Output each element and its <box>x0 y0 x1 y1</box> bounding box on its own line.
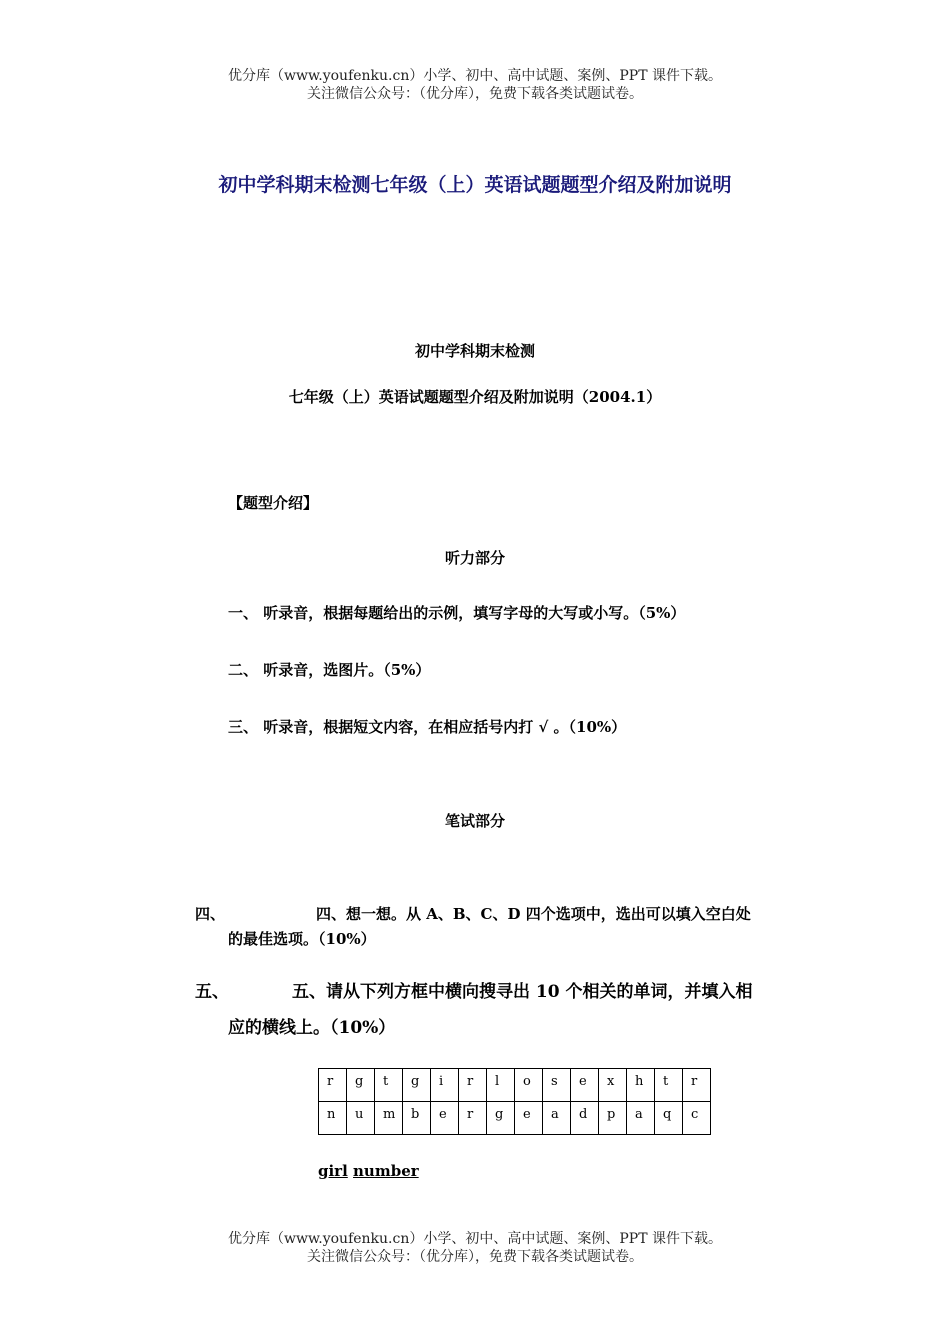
grid-cell: s <box>543 1069 571 1102</box>
answer-words <box>318 1162 419 1180</box>
subtitle-2: 七年级（上）英语试题题型介绍及附加说明（2004.1） <box>288 388 662 406</box>
grid-cell: e <box>431 1102 459 1135</box>
subtitle-1: 初中学科期末检测 <box>414 342 535 360</box>
grid-cell: t <box>655 1069 683 1102</box>
grid-cell: b <box>403 1102 431 1135</box>
grid-cell: a <box>627 1102 655 1135</box>
grid-cell: n <box>319 1102 347 1135</box>
question-4-number: 四、 <box>195 905 226 923</box>
grid-cell: i <box>431 1069 459 1102</box>
grid-cell: r <box>683 1069 711 1102</box>
listening-item-2: 二、 听录音，选图片。（5%） <box>228 661 431 679</box>
grid-cell: q <box>655 1102 683 1135</box>
page-header <box>0 67 950 103</box>
grid-cell: x <box>599 1069 627 1102</box>
document-title: 初中学科期末检测七年级（上）英语试题题型介绍及附加说明 <box>218 174 732 196</box>
grid-cell: g <box>487 1102 515 1135</box>
answer-word-1: girl <box>318 1162 348 1180</box>
grid-cell: d <box>571 1102 599 1135</box>
letter-grid <box>318 1068 711 1135</box>
grid-cell: e <box>571 1069 599 1102</box>
question-4 <box>195 902 760 952</box>
grid-cell: g <box>403 1069 431 1102</box>
written-heading: 笔试部分 <box>444 812 505 830</box>
question-4-text: 四、想一想。从 A、B、C、D 四个选项中，选出可以填入空白处的最佳选项。（10%） <box>228 905 751 948</box>
grid-cell: o <box>515 1069 543 1102</box>
grid-cell: h <box>627 1069 655 1102</box>
question-5-number: 五、 <box>195 982 229 1002</box>
grid-cell: r <box>319 1069 347 1102</box>
grid-cell: g <box>347 1069 375 1102</box>
grid-row <box>319 1102 711 1135</box>
grid-cell: a <box>543 1102 571 1135</box>
grid-cell: t <box>375 1069 403 1102</box>
grid-row <box>319 1069 711 1102</box>
grid-cell: p <box>599 1102 627 1135</box>
answer-word-2: number <box>353 1162 419 1180</box>
header-line-1: 优分库（www.youfenku.cn）小学、初中、高中试题、案例、PPT 课件下载。 <box>227 68 722 84</box>
question-5-text: 五、请从下列方框中横向搜寻出 10 个相关的单词，并填入相应的横线上。（10%） <box>228 982 753 1038</box>
listening-item-3: 三、 听录音，根据短文内容，在相应括号内打 √ 。（10%） <box>228 718 627 736</box>
grid-cell: l <box>487 1069 515 1102</box>
grid-cell: e <box>515 1102 543 1135</box>
grid-cell: r <box>459 1102 487 1135</box>
page-footer <box>0 1230 950 1266</box>
grid-cell: u <box>347 1102 375 1135</box>
section-label: 【题型介绍】 <box>228 494 319 512</box>
grid-cell: c <box>683 1102 711 1135</box>
grid-cell: m <box>375 1102 403 1135</box>
listening-heading: 听力部分 <box>444 549 505 567</box>
header-line-2: 关注微信公众号：（优分库），免费下载各类试题试卷。 <box>307 86 643 102</box>
footer-line-1: 优分库（www.youfenku.cn）小学、初中、高中试题、案例、PPT 课件下载。 <box>227 1231 722 1247</box>
grid-cell: r <box>459 1069 487 1102</box>
listening-item-1: 一、 听录音，根据每题给出的示例，填写字母的大写或小写。（5%） <box>228 604 686 622</box>
question-5 <box>195 974 760 1046</box>
footer-line-2: 关注微信公众号：（优分库），免费下载各类试题试卷。 <box>307 1249 643 1265</box>
